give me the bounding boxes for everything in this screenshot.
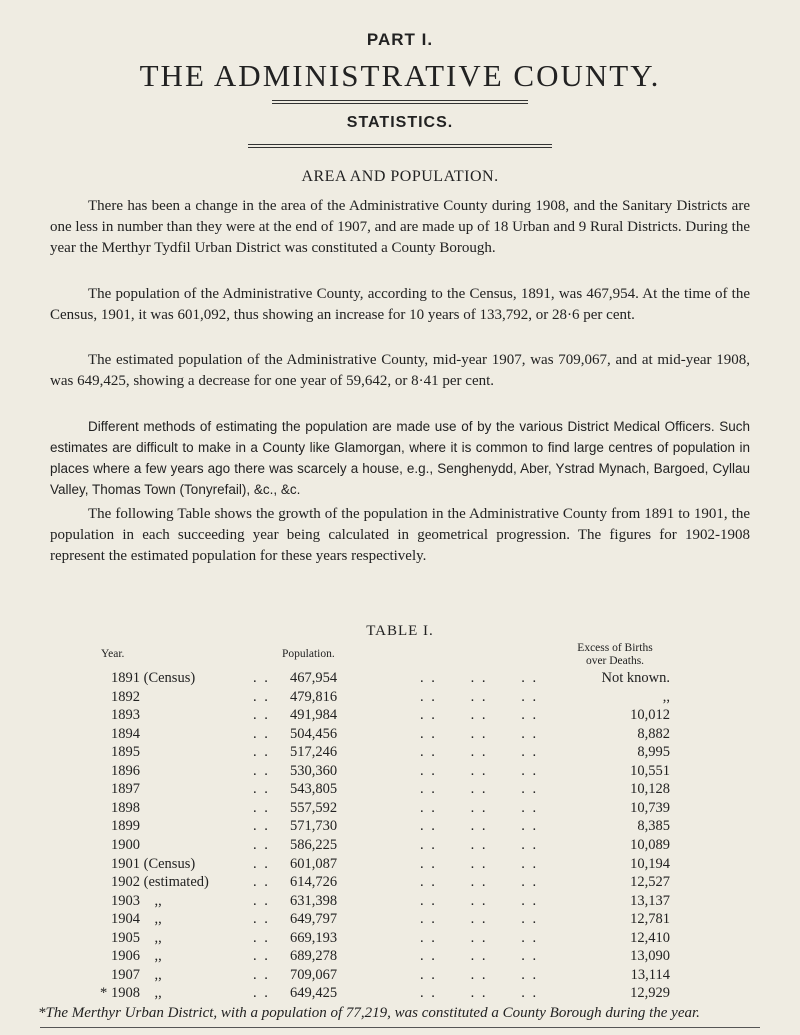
row-leader: . . . . . . xyxy=(420,762,539,779)
row-population: 649,797 xyxy=(290,911,338,928)
row-leader: . . . . . . xyxy=(420,892,539,909)
row-leader: . . . . . . xyxy=(420,911,539,928)
row-year: 1902 (estimated) xyxy=(111,874,209,891)
page-title: THE ADMINISTRATIVE COUNTY. xyxy=(139,58,661,93)
table-row xyxy=(0,837,800,857)
table-row xyxy=(0,818,800,838)
paragraph: Different methods of estimating the population are made use of by the various District Medical Officers. Such estimates are difficult to make in a County like Glamorgan, where it is common to find large centres of population in places where a few years ago there was scarcely a house, e.g., Senghenydd, Aber, Ystrad Mynach, Bargoed, Cyllau Valley, Thomas Town (Tonyrefail), &c., &c. xyxy=(50,419,750,497)
row-population: 586,225 xyxy=(290,836,338,853)
row-leader: . . xyxy=(253,985,270,1002)
table-row xyxy=(0,893,800,913)
row-leader: . . xyxy=(253,670,270,686)
row-leader: . . xyxy=(253,929,270,946)
row-leader: . . . . . . xyxy=(420,670,539,686)
row-excess-births: 12,781 xyxy=(630,911,670,928)
row-year: 1903 ,, xyxy=(111,892,162,909)
row-year: 1899 xyxy=(111,818,140,835)
table-row xyxy=(0,744,800,764)
row-excess-births: 10,012 xyxy=(630,707,670,724)
table-row xyxy=(0,763,800,783)
row-leader: . . xyxy=(253,911,270,928)
row-population: 631,398 xyxy=(290,892,338,909)
row-excess-births: 12,527 xyxy=(630,874,670,891)
row-excess-births: 12,410 xyxy=(630,929,670,946)
table-row xyxy=(0,985,800,1005)
row-excess-births: 12,929 xyxy=(630,985,670,1002)
row-leader: . . . . . . xyxy=(420,836,539,853)
row-leader: . . xyxy=(253,892,270,909)
row-leader: . . xyxy=(253,836,270,853)
row-leader: . . xyxy=(253,781,270,798)
table-row xyxy=(0,930,800,950)
part-label: PART I. xyxy=(366,30,434,49)
row-population: 479,816 xyxy=(290,688,338,705)
row-leader: . . xyxy=(253,707,270,724)
row-excess-births: 10,128 xyxy=(630,781,670,798)
title-divider xyxy=(272,100,528,101)
row-excess-births: 8,995 xyxy=(637,744,670,761)
paragraph: The population of the Administrative County, according to the Census, 1891, was 467,954. At the time of the Census, 1901, it was 601,092, thus showing an increase for 10 years of 133,792, or 28·6 per cent. xyxy=(50,286,750,323)
row-population: 530,360 xyxy=(290,762,338,779)
row-year: 1901 (Census) xyxy=(111,855,196,872)
row-leader: . . . . . . xyxy=(420,725,539,742)
row-leader: . . xyxy=(253,688,270,705)
row-footnote-marker: * xyxy=(100,985,108,1002)
col-header-excess-line1: Excess of Births xyxy=(577,642,653,654)
row-leader: . . . . . . xyxy=(420,855,539,872)
paragraph: The following Table shows the growth of the population in the Administrative County from 1891 to 1901, the population in each succeeding year being calculated in geometrical progression. The figures for 1902-1908 represent the estimated population for these years respectively. xyxy=(50,506,750,564)
row-excess-births: 8,385 xyxy=(637,818,670,835)
table-row xyxy=(0,689,800,709)
table-row xyxy=(0,800,800,820)
row-population: 557,592 xyxy=(290,799,338,816)
row-year: 1894 xyxy=(111,725,140,742)
row-leader: . . . . . . xyxy=(420,799,539,816)
col-header-year: Year. xyxy=(101,648,125,660)
row-population: 491,984 xyxy=(290,707,338,724)
table-row xyxy=(0,856,800,876)
col-header-excess-line2: over Deaths. xyxy=(585,655,645,667)
row-leader: . . xyxy=(253,855,270,872)
row-population: 709,067 xyxy=(290,966,338,983)
table-row xyxy=(0,670,800,690)
row-year: 1905 ,, xyxy=(111,929,162,946)
row-leader: . . . . . . xyxy=(420,818,539,835)
row-leader: . . xyxy=(253,799,270,816)
row-population: 504,456 xyxy=(290,725,338,742)
row-population: 467,954 xyxy=(290,670,338,686)
row-year: 1891 (Census) xyxy=(111,670,196,686)
table-row xyxy=(0,967,800,987)
table-row xyxy=(0,911,800,931)
paragraph: The estimated population of the Administrative County, mid-year 1907, was 709,067, and at mid-year 1908, was 649,425, showing a decrease for one year of 59,642, or 8·41 per cent. xyxy=(50,352,750,389)
row-excess-births: ,, xyxy=(662,688,670,705)
row-leader: . . . . . . xyxy=(420,985,539,1002)
row-excess-births: 10,551 xyxy=(630,762,670,779)
row-leader: . . . . . . xyxy=(420,948,539,965)
row-population: 571,730 xyxy=(290,818,338,835)
footnote: *The Merthyr Urban District, with a population of 77,219, was constituted a County Borough during the year. xyxy=(38,1005,700,1021)
table-row xyxy=(0,781,800,801)
paragraph: There has been a change in the area of the Administrative County during 1908, and the Sanitary Districts are one less in number than they were at the end of 1907, and are made up of 18 Urban and 9 Rural Districts. During the year the Merthyr Tydfil Urban District was constituted a County Borough. xyxy=(50,198,750,256)
row-leader: . . xyxy=(253,948,270,965)
table-title: TABLE I. xyxy=(366,623,434,639)
col-header-population: Population. xyxy=(282,648,335,660)
row-leader: . . . . . . xyxy=(420,966,539,983)
row-excess-births: 8,882 xyxy=(637,725,670,742)
row-excess-births: Not known. xyxy=(601,670,670,686)
row-excess-births: 13,137 xyxy=(630,892,670,909)
row-leader: . . xyxy=(253,725,270,742)
row-leader: . . xyxy=(253,762,270,779)
row-year: 1908 ,, xyxy=(111,985,162,1002)
row-year: 1897 xyxy=(111,781,140,798)
row-leader: . . xyxy=(253,874,270,891)
row-excess-births: 10,089 xyxy=(630,836,670,853)
row-population: 689,278 xyxy=(290,948,338,965)
row-population: 601,087 xyxy=(290,855,338,872)
title-divider xyxy=(272,103,528,104)
row-population: 614,726 xyxy=(290,874,338,891)
row-year: 1893 xyxy=(111,707,140,724)
row-leader: . . . . . . xyxy=(420,744,539,761)
row-year: 1906 ,, xyxy=(111,948,162,965)
row-population: 517,246 xyxy=(290,744,338,761)
subsection-heading: AREA AND POPULATION. xyxy=(301,168,499,185)
row-leader: . . . . . . xyxy=(420,688,539,705)
row-excess-births: 10,739 xyxy=(630,799,670,816)
section-heading: STATISTICS. xyxy=(346,114,454,131)
row-leader: . . xyxy=(253,818,270,835)
row-population: 669,193 xyxy=(290,929,338,946)
row-leader: . . . . . . xyxy=(420,874,539,891)
section-divider xyxy=(248,144,552,145)
row-population: 543,805 xyxy=(290,781,338,798)
table-row xyxy=(0,707,800,727)
table-row xyxy=(0,948,800,968)
row-excess-births: 13,114 xyxy=(630,966,670,983)
row-leader: . . xyxy=(253,744,270,761)
table-row xyxy=(0,874,800,894)
row-year: 1907 ,, xyxy=(111,966,162,983)
row-year: 1898 xyxy=(111,799,140,816)
table-row xyxy=(0,726,800,746)
row-excess-births: 10,194 xyxy=(630,855,670,872)
row-leader: . . . . . . xyxy=(420,781,539,798)
row-leader: . . . . . . xyxy=(420,929,539,946)
row-leader: . . . . . . xyxy=(420,707,539,724)
row-excess-births: 13,090 xyxy=(630,948,670,965)
row-year: 1896 xyxy=(111,762,140,779)
section-divider xyxy=(248,147,552,148)
row-year: 1900 xyxy=(111,836,140,853)
row-year: 1892 xyxy=(111,688,140,705)
row-year: 1895 xyxy=(111,744,140,761)
row-leader: . . xyxy=(253,966,270,983)
page-bottom-rule xyxy=(40,1027,760,1028)
row-population: 649,425 xyxy=(290,985,338,1002)
row-year: 1904 ,, xyxy=(111,911,162,928)
